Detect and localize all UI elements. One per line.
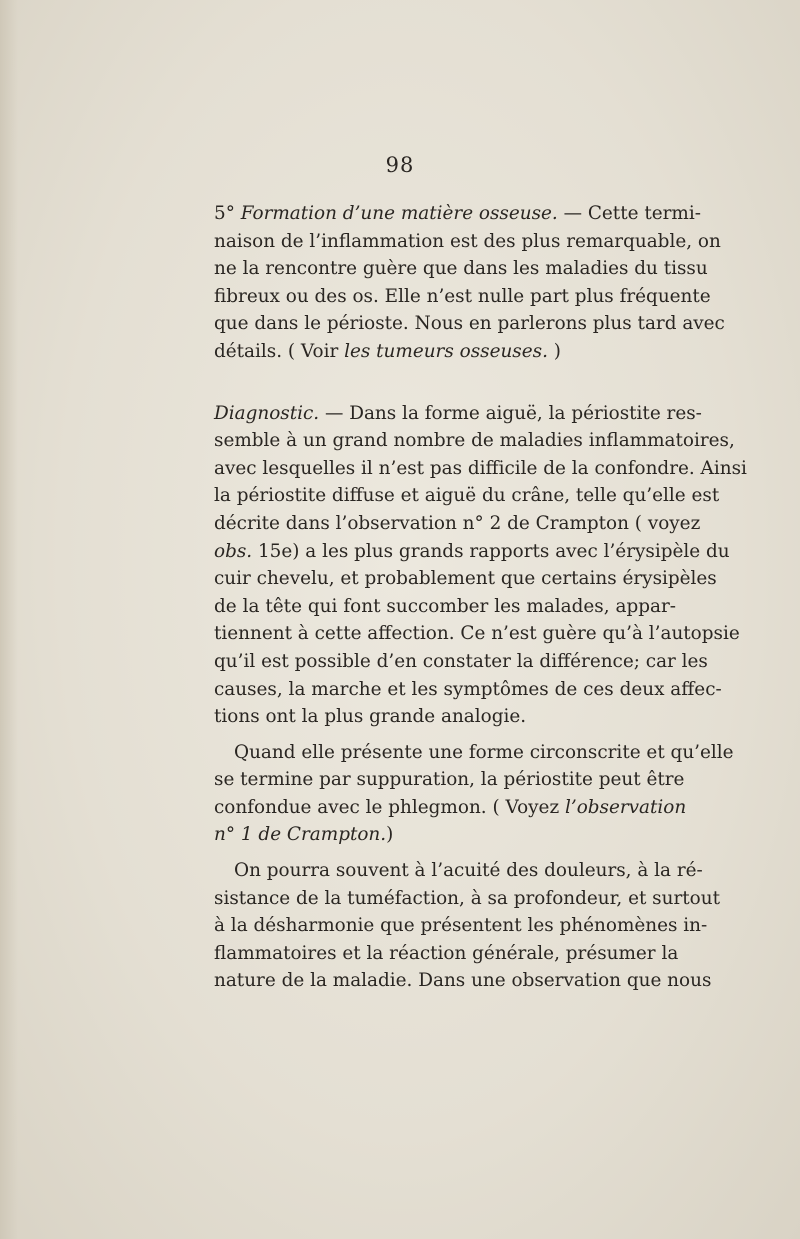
text-line — [214, 538, 730, 566]
text-run: la périostite diffuse et aiguë du crâne, telle qu’elle est — [214, 485, 720, 507]
text-run: confondue avec le phlegmon. ( Voyez — [214, 796, 565, 818]
text-run: naison de l’inflammation est des plus remarquable, on — [214, 230, 721, 252]
text-run: de la tête qui font succomber les malades, appar- — [214, 595, 676, 617]
text-run: ne la rencontre guère que dans les maladies du tissu — [214, 258, 708, 280]
text-run: décrite dans l’observation n° 2 de Crampton ( voyez — [214, 512, 701, 534]
italic-run: l’observation — [564, 796, 687, 818]
text-line — [214, 427, 735, 455]
text-run: flammatoires et la réaction générale, présumer la — [214, 942, 679, 964]
text-line — [214, 283, 711, 311]
paragraph — [214, 739, 734, 849]
text-run: — Cette termi- — [557, 203, 701, 224]
text-line — [214, 228, 721, 256]
italic-run: obs. — [214, 540, 253, 562]
text-run: que dans le périoste. Nous en parlerons plus tard avec — [214, 313, 725, 335]
text-run: Quand elle présente une forme circonscrite et qu’elle — [234, 741, 734, 763]
text-line — [214, 676, 722, 704]
text-line — [214, 455, 747, 483]
text-run: semble à un grand nombre de maladies inflammatoires, — [214, 430, 735, 452]
paragraph — [214, 200, 725, 366]
text-run: détails. ( Voir — [214, 340, 345, 362]
text-run: — Dans la forme aiguë, la périostite res- — [319, 402, 702, 424]
text-line — [214, 703, 676, 731]
paragraph — [214, 400, 747, 731]
page-edge-shadow — [0, 0, 18, 1239]
text-run: ) — [547, 340, 561, 362]
paragraph-gap — [214, 731, 676, 739]
text-run: On pourra souvent à l’acuité des douleurs, à la ré- — [234, 860, 703, 882]
section-gap — [214, 366, 676, 400]
paragraph-gap — [214, 849, 676, 857]
text-run: causes, la marche et les symptômes de ces deux affec- — [214, 678, 722, 700]
text-run: sistance de la tuméfaction, à sa profondeur, et surtout — [214, 887, 720, 909]
text-line — [214, 310, 725, 338]
text-line — [214, 739, 734, 767]
text-line — [214, 620, 740, 648]
text-run: nature de la maladie. Dans une observation que nous — [214, 970, 712, 992]
text-run: tiennent à cette affection. Ce n’est guère qu’à l’autopsie — [214, 623, 740, 645]
page-number: 98 — [385, 153, 415, 177]
italic-run: n° 1 de Crampton. — [214, 824, 387, 846]
text-line — [214, 967, 712, 995]
text-run: 15e) a les plus grands rapports avec l’érysipèle du — [252, 540, 730, 562]
text-run: 5° — [214, 203, 241, 224]
text-line — [214, 400, 702, 428]
body-text — [214, 200, 747, 995]
text-run: fibreux ou des os. Elle n’est nulle part plus fréquente — [214, 285, 711, 307]
text-line — [214, 821, 676, 849]
text-line — [214, 510, 701, 538]
italic-run: Diagnostic. — [214, 402, 320, 424]
text-line — [214, 338, 676, 366]
text-run: se termine par suppuration, la périostite peut être — [214, 769, 685, 791]
italic-run: les tumeurs osseuses. — [344, 340, 548, 362]
text-line — [214, 857, 703, 885]
text-line — [214, 912, 708, 940]
text-line — [214, 482, 720, 510]
text-run: à la désharmonie que présentent les phénomènes in- — [214, 915, 708, 937]
paragraph — [214, 857, 720, 995]
text-line — [214, 255, 708, 283]
text-line — [214, 794, 687, 822]
text-run: avec lesquelles il n’est pas difficile de la confondre. Ainsi — [214, 457, 747, 479]
text-run: cuir chevelu, et probablement que certains érysipèles — [214, 568, 717, 590]
text-run: ) — [386, 824, 394, 846]
italic-run: Formation d’une matière osseuse. — [240, 203, 558, 224]
text-run: qu’il est possible d’en constater la différence; car les — [214, 650, 708, 672]
text-line — [214, 648, 708, 676]
text-line — [214, 593, 676, 621]
text-line — [214, 885, 720, 913]
text-line — [214, 766, 685, 794]
text-run: tions ont la plus grande analogie. — [214, 706, 527, 728]
text-line — [214, 565, 717, 593]
text-line — [214, 940, 679, 968]
text-line — [214, 200, 701, 228]
